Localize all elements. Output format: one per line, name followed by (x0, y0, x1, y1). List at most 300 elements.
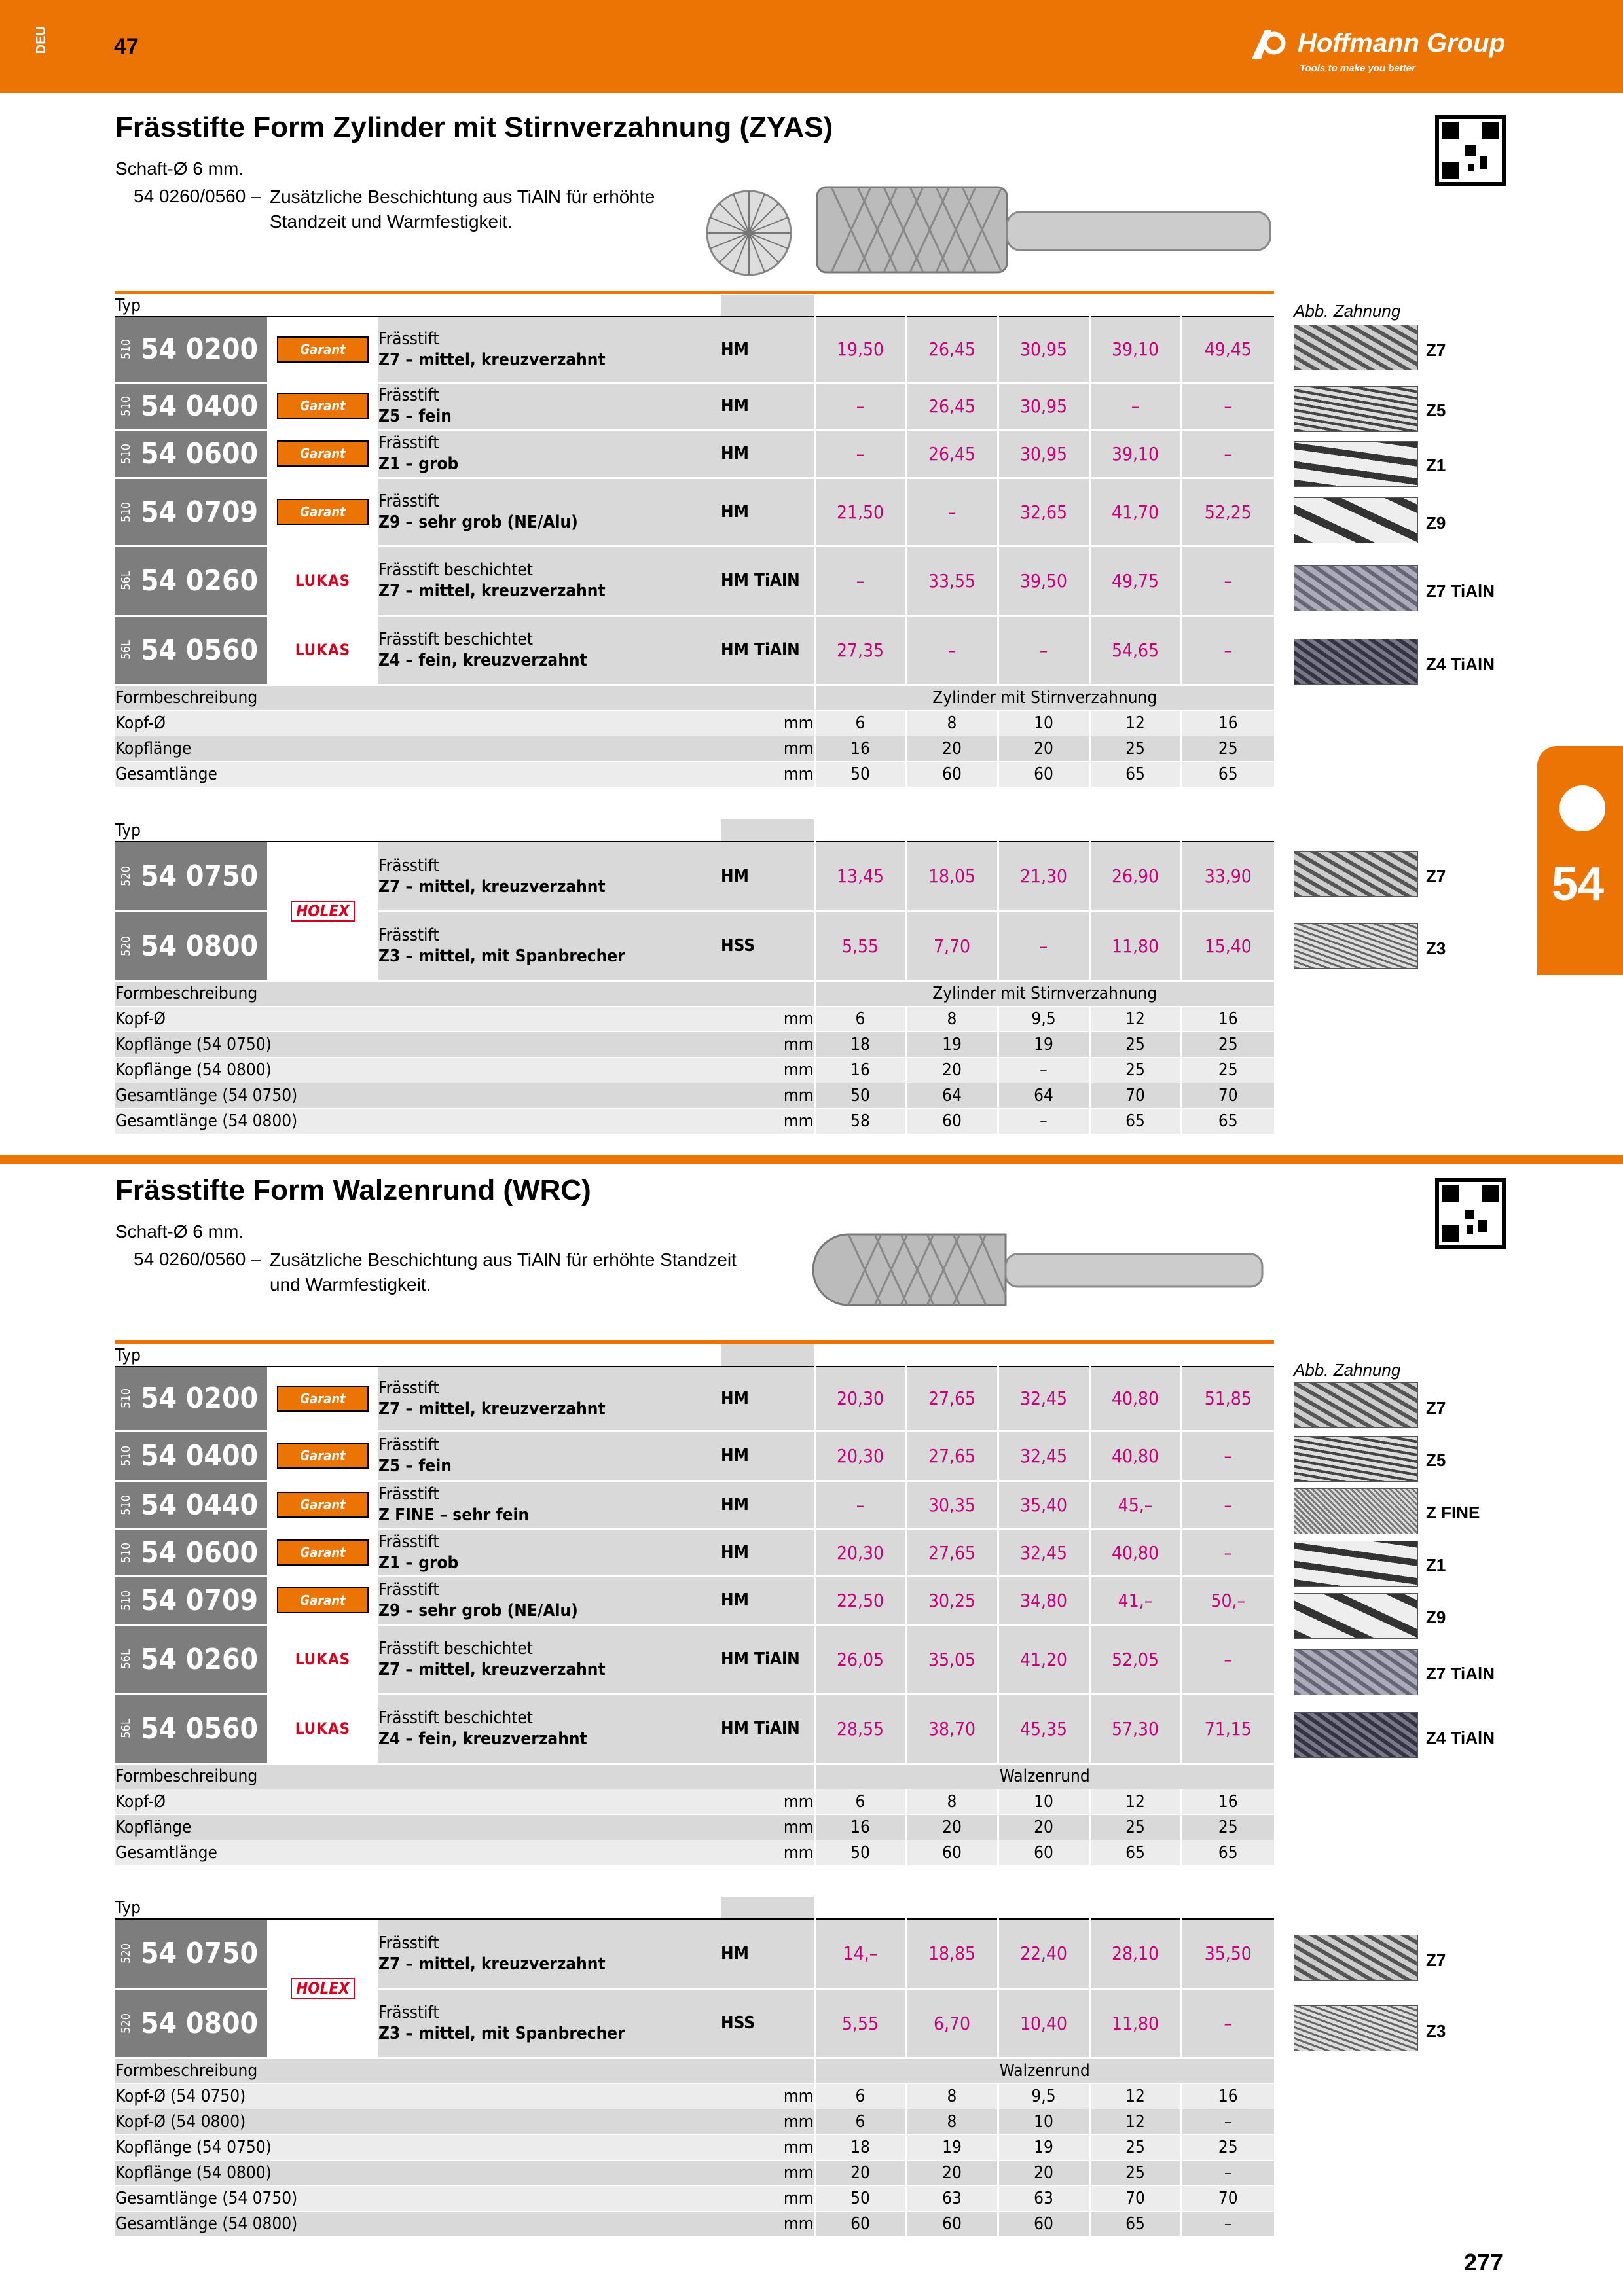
price[interactable]: – (1181, 1431, 1274, 1480)
price[interactable]: 28,10 (1089, 1919, 1181, 1988)
section2-table2 (115, 1897, 1274, 2237)
description-line1: Frässtift (378, 1378, 439, 1398)
description-cell (378, 1431, 721, 1480)
section1-title: Frässtifte Form Zylinder mit Stirnverzahnung (ZYAS) (115, 111, 833, 143)
garant-logo: Garant (277, 499, 369, 525)
article-cell (115, 615, 267, 685)
article-cell (115, 1624, 267, 1694)
article-number[interactable]: 54 0800 (141, 929, 259, 963)
price[interactable]: 20,30 (814, 1367, 906, 1431)
spec-unit: mm (721, 1031, 814, 1057)
spec-value: 25 (1181, 1814, 1274, 1840)
price[interactable]: 39,10 (1089, 317, 1181, 382)
price[interactable]: 32,65 (998, 478, 1089, 546)
spec-label: Kopflänge (54 0750) (115, 2134, 721, 2160)
section1-note (270, 185, 655, 234)
price[interactable]: 57,30 (1089, 1694, 1181, 1763)
price[interactable]: – (998, 615, 1089, 685)
article-number[interactable]: 54 0600 (141, 1535, 259, 1570)
article-number[interactable]: 54 0260 (141, 564, 259, 598)
spec-unit: mm (721, 2160, 814, 2185)
section1-table1 (115, 295, 1274, 787)
spec-unit: mm (721, 2134, 814, 2160)
price[interactable]: 20,30 (814, 1529, 906, 1576)
spec-value: 70 (1181, 1083, 1274, 1108)
spec-unit: mm (721, 1814, 814, 1840)
size-column-header: AS1625 (1181, 295, 1274, 317)
price[interactable]: 26,90 (1089, 842, 1181, 911)
description-cell (378, 317, 721, 382)
spec-value: 63 (998, 2185, 1089, 2211)
spec-unit: mm (721, 1083, 814, 1108)
table-row (115, 1576, 1274, 1624)
material: HM (721, 1919, 814, 1988)
spec-value: 25 (1181, 1031, 1274, 1057)
price[interactable]: 40,80 (1089, 1367, 1181, 1431)
product-group: 520 (119, 935, 133, 956)
product-group: 510 (119, 1445, 133, 1466)
tooth-z7-image (1294, 1935, 1418, 1981)
article-cell (115, 546, 267, 615)
price[interactable]: 19,50 (814, 317, 906, 382)
spec-value: – (1181, 2160, 1274, 2185)
price[interactable]: – (814, 1480, 906, 1529)
price[interactable]: 39,10 (1089, 429, 1181, 478)
section2-note (270, 1247, 737, 1297)
spec-label: Kopf-Ø (54 0800) (115, 2109, 721, 2134)
price[interactable]: 51,85 (1181, 1367, 1274, 1431)
spec-value: 63 (906, 2185, 998, 2211)
spec-value: 25 (1089, 1031, 1181, 1057)
spec-row (115, 980, 1274, 1006)
material: HSS (721, 911, 814, 980)
tooth-label: Z1 (1426, 456, 1446, 475)
product-group: 56L (119, 640, 133, 660)
description-line2: Z7 – mittel, kreuzverzahnt (378, 1399, 606, 1419)
section2-note-line2: und Warmfestigkeit. (270, 1274, 431, 1295)
spec-value: 12 (1089, 2109, 1181, 2134)
grinding-wheel-icon (1557, 783, 1608, 834)
article-number[interactable]: 54 0400 (141, 389, 259, 423)
price[interactable]: 71,15 (1181, 1694, 1274, 1763)
spec-unit: mm (721, 1108, 814, 1134)
description-line2: Z7 – mittel, kreuzverzahnt (378, 1954, 606, 1974)
spec-value: 20 (906, 1814, 998, 1840)
form-description: Walzenrund (814, 1763, 1274, 1789)
table-row (115, 1624, 1274, 1694)
spec-row (115, 685, 1274, 710)
spec-value: 50 (814, 1083, 906, 1108)
price[interactable]: 32,45 (998, 1367, 1089, 1431)
price[interactable]: 26,45 (906, 429, 998, 478)
price[interactable]: 26,45 (906, 317, 998, 382)
price[interactable]: – (1181, 1480, 1274, 1529)
table-row (115, 382, 1274, 429)
price[interactable]: – (1089, 382, 1181, 429)
price[interactable]: 54,65 (1089, 615, 1181, 685)
spec-value: 65 (1181, 1108, 1274, 1134)
material: HM (721, 429, 814, 478)
article-number[interactable]: 54 0709 (141, 1583, 259, 1617)
brand-cell (267, 1480, 378, 1529)
price[interactable]: – (1181, 546, 1274, 615)
spec-value: 16 (1181, 1006, 1274, 1031)
material: HM (721, 478, 814, 546)
spec-value: 50 (814, 761, 906, 787)
price[interactable]: 13,45 (814, 842, 906, 911)
description-line1: Frässtift (378, 1484, 439, 1504)
spec-value: 60 (998, 2211, 1089, 2236)
price[interactable]: 6,70 (906, 1988, 998, 2058)
price[interactable]: 27,65 (906, 1367, 998, 1431)
size-column-header: AS1625 (1181, 819, 1274, 842)
section1-table2 (115, 819, 1274, 1134)
product-group: 510 (119, 395, 133, 416)
spec-value: 19 (998, 2134, 1089, 2160)
spec-value: 60 (814, 2211, 906, 2236)
spec-value: 65 (1181, 1840, 1274, 1865)
price[interactable]: 32,45 (998, 1431, 1089, 1480)
section1-note-line2: Standzeit und Warmfestigkeit. (270, 211, 513, 232)
price[interactable]: 10,40 (998, 1988, 1089, 2058)
company-tagline: Tools to make you better (1300, 63, 1415, 74)
price[interactable]: 14,– (814, 1919, 906, 1988)
price[interactable]: 38,70 (906, 1694, 998, 1763)
table-row (115, 1480, 1274, 1529)
article-cell (115, 1480, 267, 1529)
description-line2: Z7 – mittel, kreuzverzahnt (378, 1660, 606, 1679)
price[interactable]: – (814, 429, 906, 478)
section2-table1 (115, 1344, 1274, 1866)
spec-unit: mm (721, 1840, 814, 1865)
price[interactable]: 21,50 (814, 478, 906, 546)
form-description: Walzenrund (814, 2058, 1274, 2083)
price[interactable]: 30,95 (998, 317, 1089, 382)
hoffmann-logo-icon (1248, 26, 1287, 60)
article-cell (115, 842, 267, 911)
spec-row (115, 1031, 1274, 1057)
brand-cell (267, 478, 378, 546)
description-line2: Z5 – fein (378, 406, 452, 426)
price[interactable]: 30,25 (906, 1576, 998, 1624)
article-number[interactable]: 54 0400 (141, 1439, 259, 1473)
price[interactable]: 15,40 (1181, 911, 1274, 980)
table-row (115, 429, 1274, 478)
spec-label: Gesamtlänge (54 0800) (115, 2211, 721, 2236)
size-column-header: C1625 (1181, 1897, 1274, 1919)
size-column-header: AS1020 (998, 819, 1089, 842)
description-line2: Z4 – fein, kreuzverzahnt (378, 651, 587, 670)
price[interactable]: 30,95 (998, 429, 1089, 478)
description-cell (378, 546, 721, 615)
lukas-logo: LUKAS (295, 1650, 351, 1668)
spec-value: 12 (1089, 1006, 1181, 1031)
product-group: 510 (119, 1388, 133, 1409)
description-cell (378, 478, 721, 546)
article-number[interactable]: 54 0440 (141, 1488, 259, 1522)
price[interactable]: – (906, 615, 998, 685)
qr-code-icon[interactable] (1435, 115, 1506, 186)
price[interactable]: – (1181, 429, 1274, 478)
spec-value: 60 (998, 761, 1089, 787)
price[interactable]: 28,55 (814, 1694, 906, 1763)
description-line2: Z9 – sehr grob (NE/Alu) (378, 512, 578, 532)
description-line2: Z4 – fein, kreuzverzahnt (378, 1729, 587, 1749)
spec-label: Formbeschreibung (115, 1763, 721, 1789)
spec-value: 60 (998, 1840, 1089, 1865)
spec-value: 8 (906, 1006, 998, 1031)
spec-row (115, 2083, 1274, 2109)
holex-logo: HOLEX (291, 901, 355, 922)
brand-cell (267, 546, 378, 615)
spec-value: 65 (1181, 761, 1274, 787)
tooth-z1-image (1294, 1541, 1418, 1587)
chapter-number: 54 (1552, 858, 1605, 910)
price[interactable]: 26,45 (906, 382, 998, 429)
price[interactable]: 5,55 (814, 911, 906, 980)
price[interactable]: 5,55 (814, 1988, 906, 2058)
description-line1: Frässtift (378, 1933, 439, 1953)
size-column-header: C1225 (1089, 1897, 1181, 1919)
price[interactable]: – (1181, 615, 1274, 685)
lukas-logo: LUKAS (295, 641, 351, 659)
price[interactable]: 27,65 (906, 1431, 998, 1480)
tooth-zfine-image (1294, 1488, 1418, 1534)
table-row (115, 1529, 1274, 1576)
price[interactable]: 49,45 (1181, 317, 1274, 382)
article-number[interactable]: 54 0560 (141, 1712, 259, 1746)
spec-unit: mm (721, 710, 814, 736)
language-code: DEU (34, 26, 48, 54)
product-group: 520 (119, 1943, 133, 1964)
price[interactable]: 7,70 (906, 911, 998, 980)
spec-value: – (1181, 2109, 1274, 2134)
price[interactable]: 45,– (1089, 1480, 1181, 1529)
price[interactable]: 18,85 (906, 1919, 998, 1988)
section-divider (0, 1155, 1623, 1164)
holex-logo: HOLEX (291, 1978, 355, 1999)
section1-rule (115, 291, 1274, 294)
garant-logo: Garant (277, 1539, 369, 1566)
article-cell (115, 317, 267, 382)
section2-title: Frässtifte Form Walzenrund (WRC) (115, 1174, 591, 1206)
typ-label: Typ (115, 1344, 721, 1367)
spec-unit: mm (721, 1057, 814, 1083)
spec-label: Gesamtlänge (54 0750) (115, 2185, 721, 2211)
price[interactable]: – (906, 478, 998, 546)
description-cell (378, 1988, 721, 2058)
spec-value: 20 (906, 1057, 998, 1083)
material: HM (721, 1480, 814, 1529)
section2-shank: Schaft-Ø 6 mm. (115, 1221, 244, 1242)
price[interactable]: 18,05 (906, 842, 998, 911)
description-cell (378, 1480, 721, 1529)
price[interactable]: 49,75 (1089, 546, 1181, 615)
price[interactable]: – (1181, 1624, 1274, 1694)
price[interactable]: – (998, 911, 1089, 980)
price[interactable]: 27,35 (814, 615, 906, 685)
spec-value: 65 (1089, 1840, 1181, 1865)
price[interactable]: 32,45 (998, 1529, 1089, 1576)
description-line1: Frässtift beschichtet (378, 560, 533, 580)
article-number[interactable]: 54 0200 (141, 1382, 259, 1416)
qr-code-icon[interactable] (1435, 1178, 1506, 1249)
description-line2: Z1 – grob (378, 454, 459, 474)
article-number[interactable]: 54 0560 (141, 633, 259, 667)
price[interactable]: 52,05 (1089, 1624, 1181, 1694)
article-number[interactable]: 54 0260 (141, 1642, 259, 1676)
brand-cell (267, 317, 378, 382)
tooth-label: Z7 (1426, 340, 1446, 360)
price[interactable]: 30,35 (906, 1480, 998, 1529)
spec-label: Kopflänge (115, 1814, 721, 1840)
article-number[interactable]: 54 0750 (141, 1937, 259, 1971)
spec-unit: mm (721, 2109, 814, 2134)
brand-cell (267, 429, 378, 478)
garant-logo: Garant (277, 440, 369, 467)
description-cell (378, 1624, 721, 1694)
size-column-header: AS0616 (814, 295, 906, 317)
spec-row (115, 736, 1274, 761)
price[interactable]: 22,50 (814, 1576, 906, 1624)
spec-label: Kopflänge (54 0800) (115, 2160, 721, 2185)
section2-note-code: 54 0260/0560 – (134, 1249, 261, 1269)
price[interactable]: – (814, 382, 906, 429)
description-cell (378, 1694, 721, 1763)
price[interactable]: 50,– (1181, 1576, 1274, 1624)
spec-value: 6 (814, 1006, 906, 1031)
price[interactable]: 41,20 (998, 1624, 1089, 1694)
spec-value: 50 (814, 2185, 906, 2211)
price[interactable]: 21,30 (998, 842, 1089, 911)
brand-cell (267, 1576, 378, 1624)
size-column-header: C1020 (998, 1897, 1089, 1919)
spec-label: Gesamtlänge (54 0800) (115, 1108, 721, 1134)
price[interactable]: 41,70 (1089, 478, 1181, 546)
tooth-label: Z7 (1426, 1398, 1446, 1418)
price[interactable]: 40,80 (1089, 1431, 1181, 1480)
price[interactable]: 11,80 (1089, 1988, 1181, 2058)
price[interactable]: 26,05 (814, 1624, 906, 1694)
description-line1: Frässtift (378, 2003, 439, 2022)
price[interactable]: 35,40 (998, 1480, 1089, 1529)
price[interactable]: – (1181, 1988, 1274, 2058)
spec-value: 16 (814, 736, 906, 761)
price[interactable]: 41,– (1089, 1576, 1181, 1624)
price[interactable]: 11,80 (1089, 911, 1181, 980)
description-line1: Frässtift beschichtet (378, 1639, 533, 1659)
garant-logo: Garant (277, 1587, 369, 1613)
description-line2: Z FINE – sehr fein (378, 1505, 530, 1525)
product-group: 56L (119, 1649, 133, 1669)
article-number[interactable]: 54 0750 (141, 859, 259, 893)
spec-label: Formbeschreibung (115, 685, 721, 710)
spec-unit: mm (721, 761, 814, 787)
form-description: Zylinder mit Stirnverzahnung (814, 685, 1274, 710)
spec-unit: mm (721, 1789, 814, 1814)
price[interactable]: 34,80 (998, 1576, 1089, 1624)
article-cell (115, 1529, 267, 1576)
price[interactable]: 33,90 (1181, 842, 1274, 911)
product-group: 520 (119, 866, 133, 887)
article-number[interactable]: 54 0600 (141, 437, 259, 471)
article-cell (115, 1694, 267, 1763)
size-column-header: AS1225 (1089, 819, 1181, 842)
price[interactable]: – (1181, 1529, 1274, 1576)
price[interactable]: 27,65 (906, 1529, 998, 1576)
typ-label: Typ (115, 819, 721, 842)
article-number[interactable]: 54 0200 (141, 332, 259, 367)
material: HM TiAlN (721, 1694, 814, 1763)
tooth-label: Z7 (1426, 1950, 1446, 1970)
form-description: Zylinder mit Stirnverzahnung (814, 980, 1274, 1006)
tooth-label: Z1 (1426, 1555, 1446, 1575)
brand-cell (267, 1919, 378, 2058)
tooth-label: Z7 (1426, 867, 1446, 886)
tooth-label: Z5 (1426, 1450, 1446, 1470)
price[interactable]: 22,40 (998, 1919, 1089, 1988)
spec-value: 19 (906, 2134, 998, 2160)
material: HM (721, 1576, 814, 1624)
tooth-label: Z3 (1426, 939, 1446, 958)
price[interactable]: 52,25 (1181, 478, 1274, 546)
spec-value: 19 (998, 1031, 1089, 1057)
article-number[interactable]: 54 0709 (141, 495, 259, 529)
size-column-header: C1020 (998, 1344, 1089, 1367)
spec-row (115, 761, 1274, 787)
spec-value: 25 (1089, 2160, 1181, 2185)
spec-value: 20 (906, 2160, 998, 2185)
spec-row (115, 2109, 1274, 2134)
spec-value: 8 (906, 2109, 998, 2134)
price[interactable]: – (814, 546, 906, 615)
spec-value: 25 (1181, 736, 1274, 761)
article-number[interactable]: 54 0800 (141, 2006, 259, 2040)
price[interactable]: 40,80 (1089, 1529, 1181, 1576)
garant-logo: Garant (277, 1443, 369, 1469)
spec-row (115, 1006, 1274, 1031)
price[interactable]: 30,95 (998, 382, 1089, 429)
material: HM (721, 1529, 814, 1576)
spec-value: 12 (1089, 2083, 1181, 2109)
price[interactable]: 35,50 (1181, 1919, 1274, 1988)
price[interactable]: 33,55 (906, 546, 998, 615)
price[interactable]: 45,35 (998, 1694, 1089, 1763)
price[interactable]: 35,05 (906, 1624, 998, 1694)
price[interactable]: – (1181, 382, 1274, 429)
brand-cell (267, 1529, 378, 1576)
article-cell (115, 429, 267, 478)
description-line2: Z1 – grob (378, 1553, 459, 1573)
spec-value: 65 (1089, 1108, 1181, 1134)
price[interactable]: 39,50 (998, 546, 1089, 615)
spec-value: 8 (906, 1789, 998, 1814)
spec-value: 20 (814, 2160, 906, 2185)
spec-value: 6 (814, 1789, 906, 1814)
description-cell (378, 382, 721, 429)
spec-label: Gesamtlänge (54 0750) (115, 1083, 721, 1108)
spec-value: 25 (1181, 1057, 1274, 1083)
product-group: 510 (119, 443, 133, 464)
tooth-z3-image (1294, 923, 1418, 969)
tooth-z1-image (1294, 441, 1418, 487)
price[interactable]: 20,30 (814, 1431, 906, 1480)
spec-value: 25 (1089, 1057, 1181, 1083)
size-column-header: C0820 (906, 1344, 998, 1367)
spec-value: 9,5 (998, 2083, 1089, 2109)
material: HM TiAlN (721, 546, 814, 615)
spec-value: 12 (1089, 710, 1181, 736)
